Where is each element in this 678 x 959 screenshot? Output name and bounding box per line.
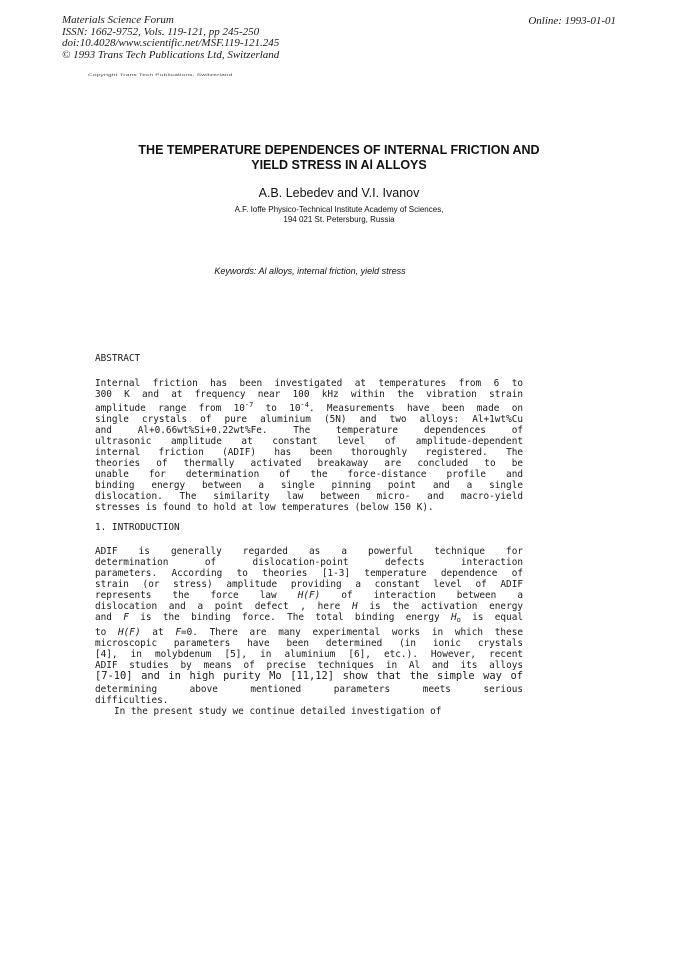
paper-title — [0, 143, 678, 173]
abstract-line: internal friction (ADIF) has been thoroughly registered. The — [95, 447, 523, 458]
intro-line: strain (or stress) amplitude providing a constant level of ADIF — [95, 579, 523, 590]
affiliation-line-1: A.F. Ioffe Physico-Technical Institute Academy of Sciences, — [234, 205, 444, 214]
title-line-2: YIELD STRESS IN Al ALLOYS — [251, 158, 427, 172]
introduction-heading: 1. INTRODUCTION — [95, 522, 180, 533]
formula-text: H(F) — [297, 590, 321, 601]
journal-name: Materials Science Forum — [62, 14, 174, 26]
authors: A.B. Lebedev and V.I. Ivanov — [258, 186, 420, 200]
intro-text: and — [95, 612, 124, 623]
intro-text: is the activation energy — [357, 601, 524, 612]
abstract-line: dislocation. The similarity law between micro- and macro-yield — [95, 491, 523, 502]
abstract-line: 300 K and at frequency near 100 kHz within the vibration strain — [95, 389, 523, 400]
intro-line: determining above mentioned parameters meets serious — [95, 684, 523, 695]
affiliation — [0, 205, 678, 225]
intro-text: is the binding force. The total binding energy — [128, 612, 451, 623]
subscript: o — [456, 616, 461, 624]
abstract-text: amplitude range from 10 — [95, 403, 245, 414]
intro-line — [95, 590, 523, 601]
intro-line — [95, 601, 523, 612]
intro-line: ADIF studies by means of precise techniques in Al and its alloys — [95, 660, 523, 671]
formula-text: F — [123, 612, 129, 623]
affiliation-line-2: 194 021 St. Petersburg, Russia — [283, 215, 395, 224]
abstract-text: . Measurements have been made on — [308, 403, 523, 414]
intro-text: to — [95, 627, 119, 638]
copyright-strip: Copyright Trans Tech Publications, Switzerland — [88, 73, 233, 77]
abstract-line: unable for determination of the force-distance profile and — [95, 469, 523, 480]
intro-line: determination of dislocation-point defects interaction — [95, 557, 523, 568]
title-line-1: THE TEMPERATURE DEPENDENCES OF INTERNAL FRICTION AND — [138, 143, 540, 157]
copyright-line: © 1993 Trans Tech Publications Ltd, Switzerland — [62, 48, 280, 61]
publication-info — [62, 15, 279, 61]
intro-line: [7-10] and in high purity Mo [11,12] show that the simple way of — [95, 670, 523, 682]
intro-line: [4], in molybdenum [5], in aluminium [6], etc.). However, recent — [95, 649, 523, 660]
online-date: Online: 1993-01-01 — [528, 15, 616, 27]
keywords: Keywords: Al alloys, internal friction, yield stress — [214, 266, 406, 276]
formula-text: H — [351, 601, 358, 612]
intro-text: represents the force law — [95, 590, 298, 601]
intro-text: at — [140, 627, 176, 638]
intro-line: microscopic parameters have been determined (in ionic crystals — [95, 638, 523, 649]
formula-text: F — [175, 627, 181, 638]
abstract-line: Internal friction has been investigated at temperatures from 6 to — [95, 378, 523, 389]
exponent: -7 — [244, 401, 254, 409]
intro-line: In the present study we continue detailed investigation of — [114, 706, 442, 717]
intro-text: of interaction between a — [320, 590, 524, 601]
abstract-line: binding energy between a single pinning point and a single — [95, 480, 523, 491]
abstract-line: stresses is found to hold at low temperatures (below 150 K). — [95, 502, 434, 513]
doi-link[interactable]: doi:10.4028/www.scientific.net/MSF.119-121.245 — [62, 37, 280, 49]
abstract-line: and Al+0.66wt%Si+0.22wt%Fe. The temperature dependences of — [95, 425, 523, 436]
abstract-line: theories of thermally activated breakaway are concluded to be — [95, 458, 523, 469]
intro-text: =0. There are many experimental works in which these — [180, 627, 524, 638]
abstract-heading: ABSTRACT — [95, 353, 141, 364]
abstract-line — [95, 403, 523, 414]
formula-text: H — [450, 612, 457, 623]
intro-text: is equal — [460, 612, 523, 623]
exponent: -4 — [300, 401, 309, 409]
abstract-line: single crystals of pure aluminium (5N) and two alloys: Al+1wt%Cu — [95, 414, 523, 425]
formula-text: H(F) — [118, 627, 141, 638]
abstract-line: ultrasonic amplitude at constant level of amplitude-dependent — [95, 436, 523, 447]
intro-line — [95, 627, 523, 638]
abstract-text: to 10 — [253, 403, 301, 414]
intro-line: ADIF is generally regarded as a powerful technique for — [95, 546, 523, 557]
intro-line: difficulties. — [95, 695, 169, 706]
intro-text: dislocation and a point defect , here — [95, 601, 352, 612]
intro-line: parameters. According to theories [1-3] temperature dependence of — [95, 568, 523, 579]
issn-line: ISSN: 1662-9752, Vols. 119-121, pp 245-250 — [62, 25, 260, 38]
intro-line — [95, 612, 523, 623]
